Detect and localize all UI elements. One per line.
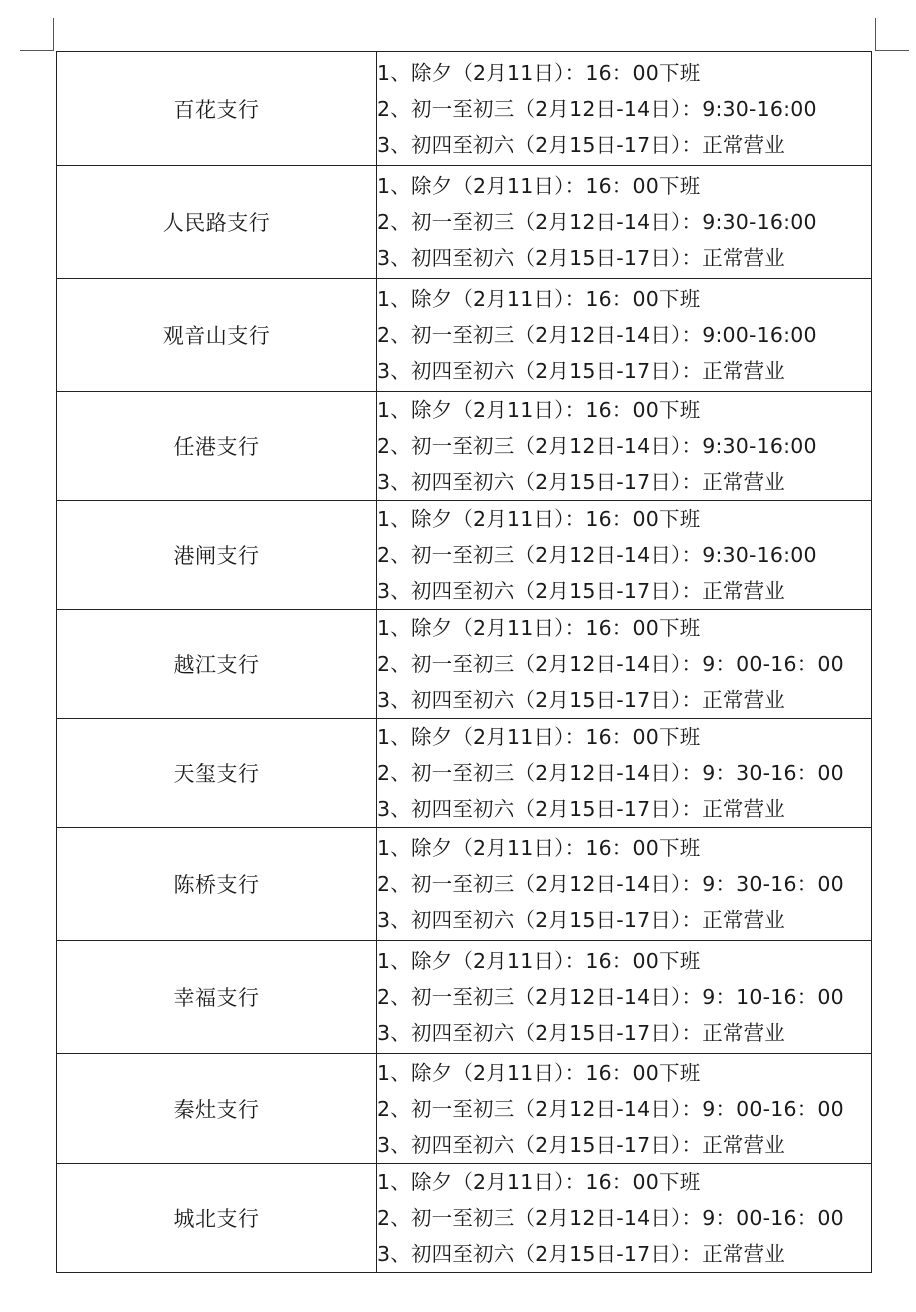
crop-mark-top-right-horizontal (875, 50, 909, 51)
crop-mark-top-left-vertical (53, 18, 54, 50)
hours-line: 2、初一至初三（2月12日-14日）：9：00-16：00 (377, 1206, 844, 1230)
hours-cell (377, 501, 872, 610)
hours-cell (377, 166, 872, 279)
hours-line: 3、初四至初六（2月15日-17日）：正常营业 (377, 359, 786, 383)
hours-line: 3、初四至初六（2月15日-17日）：正常营业 (377, 1132, 786, 1157)
crop-mark-top-right-vertical (875, 18, 876, 50)
holiday-hours-table (56, 51, 872, 1273)
hours-line: 3、初四至初六（2月15日-17日）：正常营业 (377, 797, 786, 821)
hours-line: 3、初四至初六（2月15日-17日）：正常营业 (377, 246, 786, 270)
hours-line: 1、除夕（2月11日）：16：00下班 (377, 507, 701, 531)
table-row (57, 166, 872, 279)
hours-cell (377, 52, 872, 166)
hours-line: 1、除夕（2月11日）：16：00下班 (377, 1170, 701, 1194)
branch-name: 城北支行 (57, 1164, 377, 1273)
hours-line: 2、初一至初三（2月12日-14日）：9：00-16：00 (377, 1096, 844, 1121)
hours-line: 2、初一至初三（2月12日-14日）：9:30-16:00 (377, 96, 817, 121)
branch-name: 观音山支行 (57, 279, 377, 392)
table-row (57, 279, 872, 392)
hours-line: 2、初一至初三（2月12日-14日）：9:30-16:00 (377, 210, 817, 234)
hours-line: 1、除夕（2月11日）：16：00下班 (377, 1060, 701, 1085)
table-row (57, 1054, 872, 1164)
table-row (57, 1164, 872, 1273)
hours-line: 2、初一至初三（2月12日-14日）：9:30-16:00 (377, 543, 817, 567)
branch-name: 天玺支行 (57, 719, 377, 828)
table-row (57, 610, 872, 719)
hours-line: 1、除夕（2月11日）：16：00下班 (377, 60, 701, 85)
branch-name: 陈桥支行 (57, 828, 377, 941)
hours-cell (377, 610, 872, 719)
table-row (57, 941, 872, 1054)
table-row (57, 52, 872, 166)
hours-line: 2、初一至初三（2月12日-14日）：9：30-16：00 (377, 872, 844, 896)
hours-line: 3、初四至初六（2月15日-17日）：正常营业 (377, 1021, 786, 1045)
hours-line: 2、初一至初三（2月12日-14日）：9：10-16：00 (377, 985, 844, 1009)
branch-name: 港闸支行 (57, 501, 377, 610)
hours-cell (377, 279, 872, 392)
crop-mark-top-left-horizontal (20, 50, 54, 51)
hours-line: 2、初一至初三（2月12日-14日）：9:00-16:00 (377, 323, 817, 347)
hours-line: 1、除夕（2月11日）：16：00下班 (377, 616, 701, 640)
hours-line: 1、除夕（2月11日）：16：00下班 (377, 949, 701, 973)
hours-cell (377, 1164, 872, 1273)
hours-line: 1、除夕（2月11日）：16：00下班 (377, 398, 701, 422)
hours-line: 1、除夕（2月11日）：16：00下班 (377, 836, 701, 860)
branch-name: 越江支行 (57, 610, 377, 719)
hours-line: 1、除夕（2月11日）：16：00下班 (377, 287, 701, 311)
branch-name: 幸福支行 (57, 941, 377, 1054)
hours-cell (377, 1054, 872, 1164)
hours-cell (377, 828, 872, 941)
hours-line: 3、初四至初六（2月15日-17日）：正常营业 (377, 908, 786, 932)
branch-name: 秦灶支行 (57, 1054, 377, 1164)
hours-line: 3、初四至初六（2月15日-17日）：正常营业 (377, 688, 786, 712)
branch-name: 人民路支行 (57, 166, 377, 279)
table-row (57, 719, 872, 828)
hours-cell (377, 392, 872, 501)
branch-name: 任港支行 (57, 392, 377, 501)
table-row (57, 392, 872, 501)
hours-line: 3、初四至初六（2月15日-17日）：正常营业 (377, 579, 786, 603)
table-body (57, 52, 872, 1273)
hours-line: 3、初四至初六（2月15日-17日）：正常营业 (377, 470, 786, 494)
hours-cell (377, 719, 872, 828)
branch-name: 百花支行 (57, 52, 377, 166)
hours-line: 1、除夕（2月11日）：16：00下班 (377, 725, 701, 749)
hours-line: 3、初四至初六（2月15日-17日）：正常营业 (377, 1242, 786, 1266)
hours-line: 2、初一至初三（2月12日-14日）：9:30-16:00 (377, 434, 817, 458)
hours-line: 1、除夕（2月11日）：16：00下班 (377, 174, 701, 198)
hours-line: 3、初四至初六（2月15日-17日）：正常营业 (377, 132, 786, 157)
hours-line: 2、初一至初三（2月12日-14日）：9：30-16：00 (377, 761, 844, 785)
hours-line: 2、初一至初三（2月12日-14日）：9：00-16：00 (377, 652, 844, 676)
table-row (57, 501, 872, 610)
table-row (57, 828, 872, 941)
hours-cell (377, 941, 872, 1054)
